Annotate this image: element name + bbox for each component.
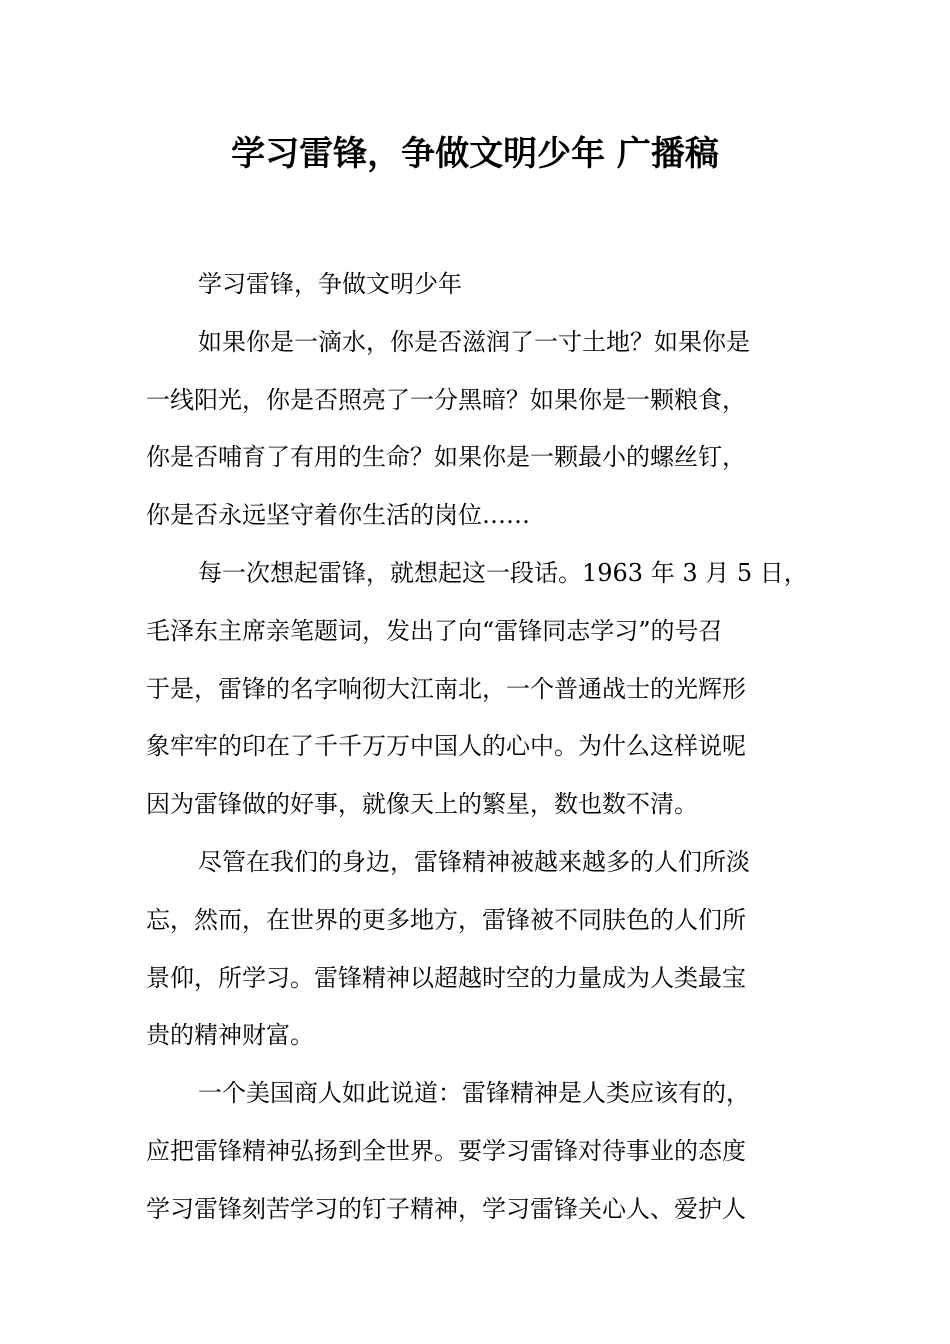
body-line: 一线阳光，你是否照亮了一分黑暗？如果你是一颗粮食，: [146, 385, 746, 414]
body-line: 尽管在我们的身边，雷锋精神被越来越多的人们所淡: [198, 847, 750, 876]
body-line: 应把雷锋精神弘扬到全世界。要学习雷锋对待事业的态度: [146, 1136, 746, 1165]
document-title: 学习雷锋，争做文明少年 广播稿: [231, 134, 719, 174]
body-line: 你是否哺育了有用的生命？如果你是一颗最小的螺丝钉，: [146, 443, 746, 472]
body-line: 你是否永远坚守着你生活的岗位……: [146, 501, 530, 530]
body-line: 一个美国商人如此说道：雷锋精神是人类应该有的，: [198, 1079, 750, 1108]
body-line: 学习雷锋，争做文明少年: [198, 270, 462, 298]
body-line: 忘，然而，在世界的更多地方，雷锋被不同肤色的人们所: [146, 905, 746, 934]
body-line: 毛泽东主席亲笔题词，发出了向“雷锋同志学习”的号召: [146, 616, 723, 645]
body-line: 学习雷锋刻苦学习的钉子精神，学习雷锋关心人、爱护人: [146, 1194, 746, 1223]
body-line: 象牢牢的印在了千千万万中国人的心中。为什么这样说呢: [146, 732, 746, 761]
body-line: 景仰，所学习。雷锋精神以超越时空的力量成为人类最宝: [146, 963, 746, 992]
body-line: 贵的精神财富。: [146, 1021, 314, 1050]
body-line: 因为雷锋做的好事，就像天上的繁星，数也数不清。: [146, 790, 698, 819]
body-line: 如果你是一滴水，你是否滋润了一寸土地？如果你是: [198, 327, 750, 356]
body-line: 每一次想起雷锋，就想起这一段话。1963 年 3 月 5 日，: [198, 558, 808, 587]
document-body: [146, 256, 826, 1239]
body-line: 于是，雷锋的名字响彻大江南北，一个普通战士的光辉形: [146, 674, 746, 703]
